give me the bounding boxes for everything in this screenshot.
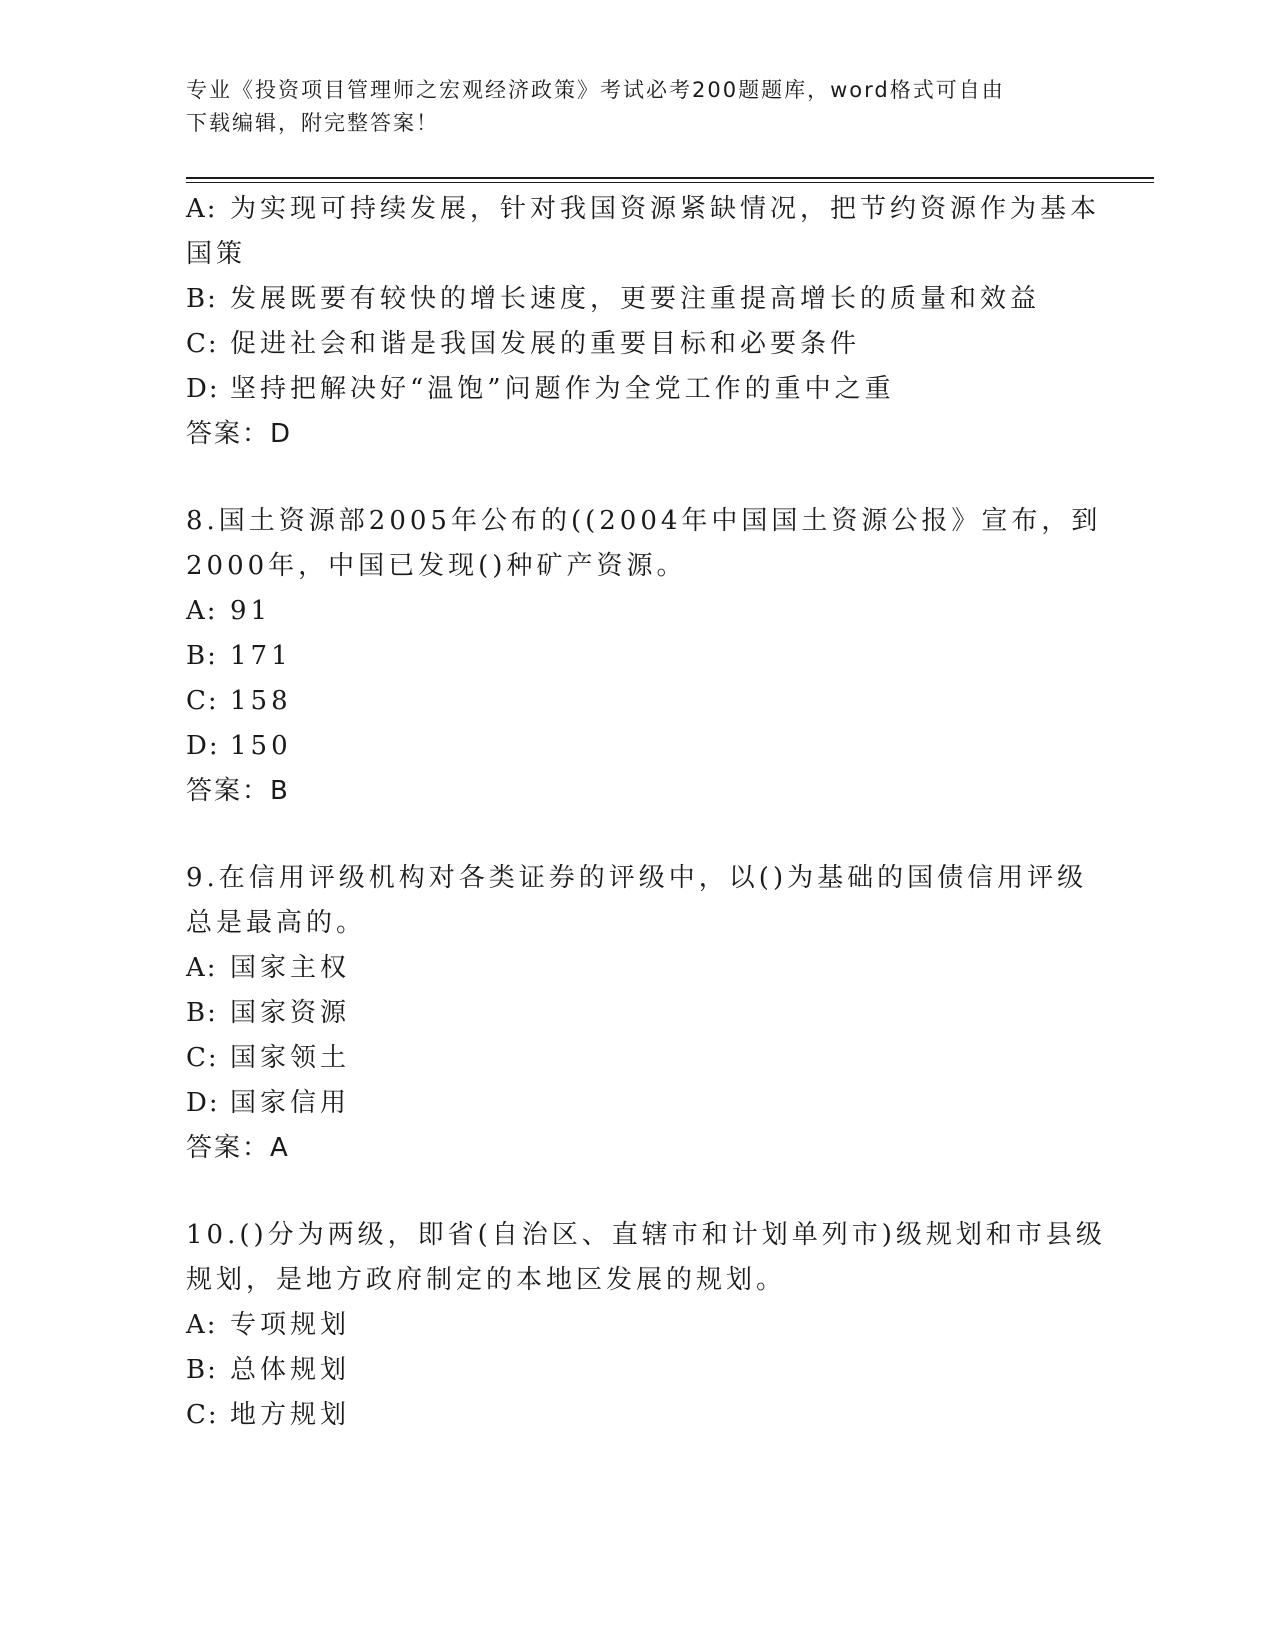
option-d xyxy=(186,1081,1086,1126)
option-b xyxy=(186,634,1086,679)
option-letter: C: xyxy=(186,329,219,359)
option-d xyxy=(186,367,1086,412)
option-text: 171 xyxy=(230,641,292,671)
option-text: 150 xyxy=(230,731,292,761)
question-text-continued: 2000年，中国已发现()种矿产资源。 xyxy=(186,551,687,581)
option-b xyxy=(186,277,1086,322)
option-letter: C: xyxy=(186,686,219,716)
option-a xyxy=(186,946,1086,991)
header-line-2: 下载编辑，附完整答案！ xyxy=(186,111,439,135)
question-8 xyxy=(186,499,1102,814)
option-text: 国家主权 xyxy=(230,953,351,983)
question-text: 8.国土资源部2005年公布的((2004年中国国土资源公报》宣布，到 xyxy=(186,506,1102,536)
document-body xyxy=(186,187,1106,1438)
option-text: 国家信用 xyxy=(230,1088,351,1118)
header-line-1: 专业《投资项目管理师之宏观经济政策》考试必考200题题库，word格式可自由 xyxy=(186,78,1005,102)
option-letter: B: xyxy=(186,284,218,314)
option-b xyxy=(186,991,1086,1036)
question-text: 10.()分为两级，即省(自治区、直辖市和计划单列市)级规划和市县级 xyxy=(186,1220,1106,1250)
option-text: 国家资源 xyxy=(230,998,351,1028)
option-a-continued: 国策 xyxy=(186,239,247,269)
option-text: 158 xyxy=(230,686,292,716)
option-letter: A: xyxy=(186,596,218,626)
option-d xyxy=(186,724,1086,769)
option-text: 坚持把解决好“温饱”问题作为全党工作的重中之重 xyxy=(230,374,895,404)
option-letter: B: xyxy=(186,1355,218,1385)
option-text: 促进社会和谐是我国发展的重要目标和必要条件 xyxy=(230,329,861,359)
option-a xyxy=(186,187,1101,232)
option-letter: C: xyxy=(186,1043,219,1073)
question-9 xyxy=(186,856,1086,1171)
option-text: 地方规划 xyxy=(230,1400,351,1430)
option-c xyxy=(186,322,1086,367)
question-10 xyxy=(186,1213,1106,1438)
answer: 答案：B xyxy=(186,776,290,806)
question-text-continued: 规划，是地方政府制定的本地区发展的规划。 xyxy=(186,1265,787,1295)
option-text: 专项规划 xyxy=(230,1310,351,1340)
header-divider xyxy=(186,177,1154,179)
option-letter: A: xyxy=(186,1310,218,1340)
option-c xyxy=(186,1036,1086,1081)
option-text: 为实现可持续发展，针对我国资源紧缺情况，把节约资源作为基本 xyxy=(230,194,1101,224)
option-letter: B: xyxy=(186,998,218,1028)
answer: 答案：A xyxy=(186,1133,290,1163)
option-text: 总体规划 xyxy=(230,1355,351,1385)
option-text: 国家领土 xyxy=(230,1043,351,1073)
option-a xyxy=(186,589,1086,634)
option-b xyxy=(186,1348,1086,1393)
question-7 xyxy=(186,187,1101,457)
option-c xyxy=(186,679,1086,724)
question-text-continued: 总是最高的。 xyxy=(186,908,367,938)
answer: 答案：D xyxy=(186,419,293,449)
option-a xyxy=(186,1303,1086,1348)
header-divider-thin xyxy=(186,182,1154,183)
question-text: 9.在信用评级机构对各类证券的评级中，以()为基础的国债信用评级 xyxy=(186,863,1088,893)
option-text: 发展既要有较快的增长速度，更要注重提高增长的质量和效益 xyxy=(230,284,1041,314)
option-letter: C: xyxy=(186,1400,219,1430)
option-letter: D: xyxy=(186,374,220,404)
option-text: 91 xyxy=(230,596,272,626)
option-letter: A: xyxy=(186,194,218,224)
option-letter: D: xyxy=(186,731,220,761)
option-c xyxy=(186,1393,1086,1438)
option-letter: D: xyxy=(186,1088,220,1118)
option-letter: B: xyxy=(186,641,218,671)
document-header xyxy=(186,74,1066,140)
option-letter: A: xyxy=(186,953,218,983)
